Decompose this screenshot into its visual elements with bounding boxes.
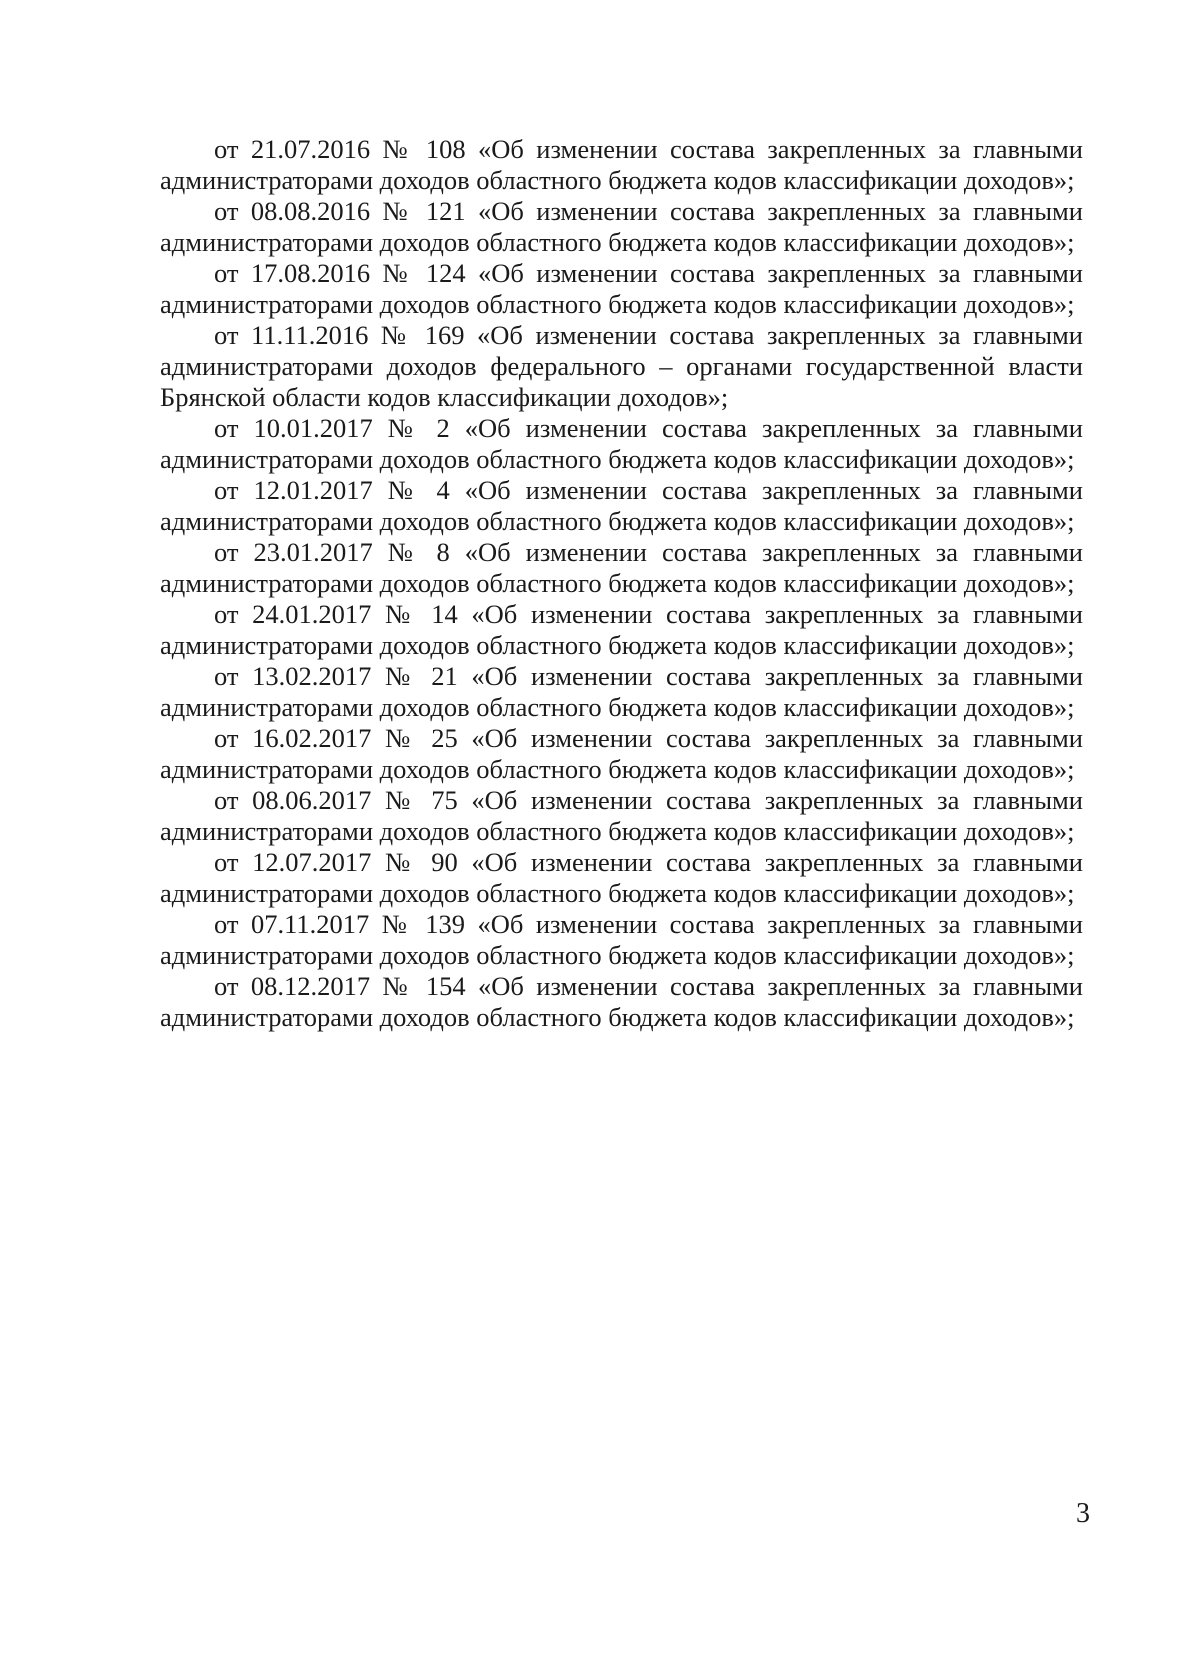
paragraph: от 08.08.2016 № 121 «Об изменении состава закрепленных за главными администраторами доходов областного бюджета кодов классификации доходов»; bbox=[160, 196, 1083, 257]
paragraph: от 08.12.2017 № 154 «Об изменении состава закрепленных за главными администраторами доходов областного бюджета кодов классификации доходов»; bbox=[160, 971, 1083, 1032]
document-body bbox=[160, 134, 1083, 1033]
paragraph: от 12.07.2017 № 90 «Об изменении состава закрепленных за главными администраторами доходов областного бюджета кодов классификации доходов»; bbox=[160, 847, 1083, 908]
paragraph: от 10.01.2017 № 2 «Об изменении состава закрепленных за главными администраторами доходов областного бюджета кодов классификации доходов»; bbox=[160, 413, 1083, 474]
paragraph: от 21.07.2016 № 108 «Об изменении состава закрепленных за главными администраторами доходов областного бюджета кодов классификации доходов»; bbox=[160, 134, 1083, 195]
paragraph: от 17.08.2016 № 124 «Об изменении состава закрепленных за главными администраторами доходов областного бюджета кодов классификации доходов»; bbox=[160, 258, 1083, 319]
paragraph: от 07.11.2017 № 139 «Об изменении состава закрепленных за главными администраторами доходов областного бюджета кодов классификации доходов»; bbox=[160, 909, 1083, 970]
paragraph: от 11.11.2016 № 169 «Об изменении состава закрепленных за главными администраторами доходов федерального – органами государственной власти Брянской области кодов классификации доходов»; bbox=[160, 320, 1083, 412]
paragraph: от 16.02.2017 № 25 «Об изменении состава закрепленных за главными администраторами доходов областного бюджета кодов классификации доходов»; bbox=[160, 723, 1083, 784]
page-number: 3 bbox=[1076, 1498, 1090, 1529]
paragraph: от 13.02.2017 № 21 «Об изменении состава закрепленных за главными администраторами доходов областного бюджета кодов классификации доходов»; bbox=[160, 661, 1083, 722]
paragraph: от 08.06.2017 № 75 «Об изменении состава закрепленных за главными администраторами доходов областного бюджета кодов классификации доходов»; bbox=[160, 785, 1083, 846]
paragraph: от 23.01.2017 № 8 «Об изменении состава закрепленных за главными администраторами доходов областного бюджета кодов классификации доходов»; bbox=[160, 537, 1083, 598]
paragraph: от 12.01.2017 № 4 «Об изменении состава закрепленных за главными администраторами доходов областного бюджета кодов классификации доходов»; bbox=[160, 475, 1083, 536]
paragraph: от 24.01.2017 № 14 «Об изменении состава закрепленных за главными администраторами доходов областного бюджета кодов классификации доходов»; bbox=[160, 599, 1083, 660]
